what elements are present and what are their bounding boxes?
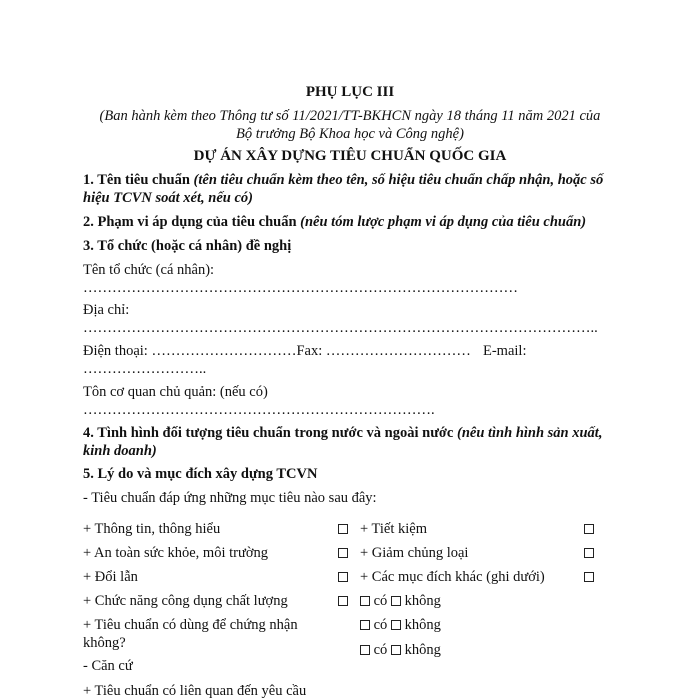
phone-field: Điện thoại: ………………………… [83, 343, 297, 359]
checkbox-saving[interactable] [584, 524, 594, 534]
checkbox-reduce-types[interactable] [584, 548, 594, 558]
email-field: …………………….. [83, 361, 207, 377]
certification-question-1: + Tiêu chuẩn có dùng để chứng nhận [83, 617, 298, 633]
yes-label-1: có [373, 593, 388, 609]
appendix-title: PHỤ LỤC III [305, 84, 395, 100]
checkbox-safety[interactable] [338, 548, 348, 558]
requirement-question-1: + Tiêu chuẩn có liên quan đến yêu cầu [83, 683, 307, 699]
section-5-intro: - Tiêu chuẩn đáp ứng những mục tiêu nào sau đây: [83, 490, 377, 506]
section-4-title: 4. Tình hình đối tượng tiêu chuẩn trong nước và ngoài nước [83, 425, 454, 441]
objective-interchange: + Đổi lẫn [83, 569, 138, 585]
phone-fax-email-line [83, 343, 471, 360]
yes-label-3: có [373, 642, 388, 658]
fax-field: Fax: ………………………… [296, 343, 471, 359]
objective-saving: + Tiết kiệm [360, 521, 427, 537]
yes-label-2: có [373, 617, 388, 633]
yes-no-row-2 [360, 617, 441, 634]
checkbox-yes-2[interactable] [360, 620, 370, 630]
section-1-note-1: (tên tiêu chuẩn kèm theo tên, số hiệu tiêu chuẩn chấp nhận, hoặc số [193, 172, 604, 188]
subtitle-line-1: (Ban hành kèm theo Thông tư số 11/2021/TT-BKHCN ngày 18 tháng 11 năm 2021 của [99, 108, 601, 124]
checkbox-yes-1[interactable] [360, 596, 370, 606]
no-label-1: không [404, 593, 441, 609]
basis-label: - Căn cứ [83, 658, 133, 674]
checkbox-no-1[interactable] [391, 596, 401, 606]
objective-other: + Các mục đích khác (ghi dưới) [360, 569, 545, 585]
objective-function: + Chức năng công dụng chất lượng [83, 593, 288, 609]
section-1-title: 1. Tên tiêu chuẩn [83, 172, 190, 188]
objective-safety: + An toàn sức khỏe, môi trường [83, 545, 269, 561]
address-label: Địa chỉ: [83, 302, 130, 318]
address-field: …………………………………………………………………………………………….. [83, 320, 598, 336]
checkbox-no-2[interactable] [391, 620, 401, 630]
email-label: E-mail: [483, 343, 527, 359]
checkbox-info[interactable] [338, 524, 348, 534]
subtitle-line-2: Bộ trưởng Bộ Khoa học và Công nghệ) [236, 126, 464, 142]
objective-reduce-types: + Giảm chủng loại [360, 545, 469, 561]
checkbox-other[interactable] [584, 572, 594, 582]
certification-question-2: không? [83, 635, 126, 651]
section-2-note: (nêu tóm lược phạm vi áp dụng của tiêu chuẩn) [300, 214, 587, 230]
checkbox-no-3[interactable] [391, 645, 401, 655]
no-label-3: không [404, 642, 441, 658]
agency-field: ………………………………………………………………. [83, 402, 435, 418]
section-1-line-1 [83, 172, 603, 189]
org-name-field: ……………………………………………………………………………… [83, 280, 518, 296]
section-4-note-1: (nêu tình hình sản xuất, [456, 425, 603, 441]
section-4-line-1 [83, 425, 602, 442]
org-name-label: Tên tổ chức (cá nhân): [83, 262, 215, 278]
no-label-2: không [404, 617, 441, 633]
yes-no-row-3 [360, 642, 441, 659]
checkbox-interchange[interactable] [338, 572, 348, 582]
objective-info: + Thông tin, thông hiểu [83, 521, 221, 537]
section-5-title: 5. Lý do và mục đích xây dựng TCVN [83, 466, 318, 482]
checkbox-yes-3[interactable] [360, 645, 370, 655]
agency-label: Tôn cơ quan chủ quản: (nếu có) [83, 384, 268, 400]
section-3-title: 3. Tổ chức (hoặc cá nhân) đề nghị [83, 238, 292, 254]
section-2-line [83, 214, 586, 231]
checkbox-function[interactable] [338, 596, 348, 606]
yes-no-row-1 [360, 593, 441, 610]
document-heading: DỰ ÁN XÂY DỰNG TIÊU CHUẨN QUỐC GIA [193, 148, 507, 164]
section-4-note-2: kinh doanh) [83, 443, 157, 459]
section-2-title: 2. Phạm vi áp dụng của tiêu chuẩn [83, 214, 297, 230]
section-1-note-2: hiệu TCVN soát xét, nếu có) [83, 190, 253, 206]
